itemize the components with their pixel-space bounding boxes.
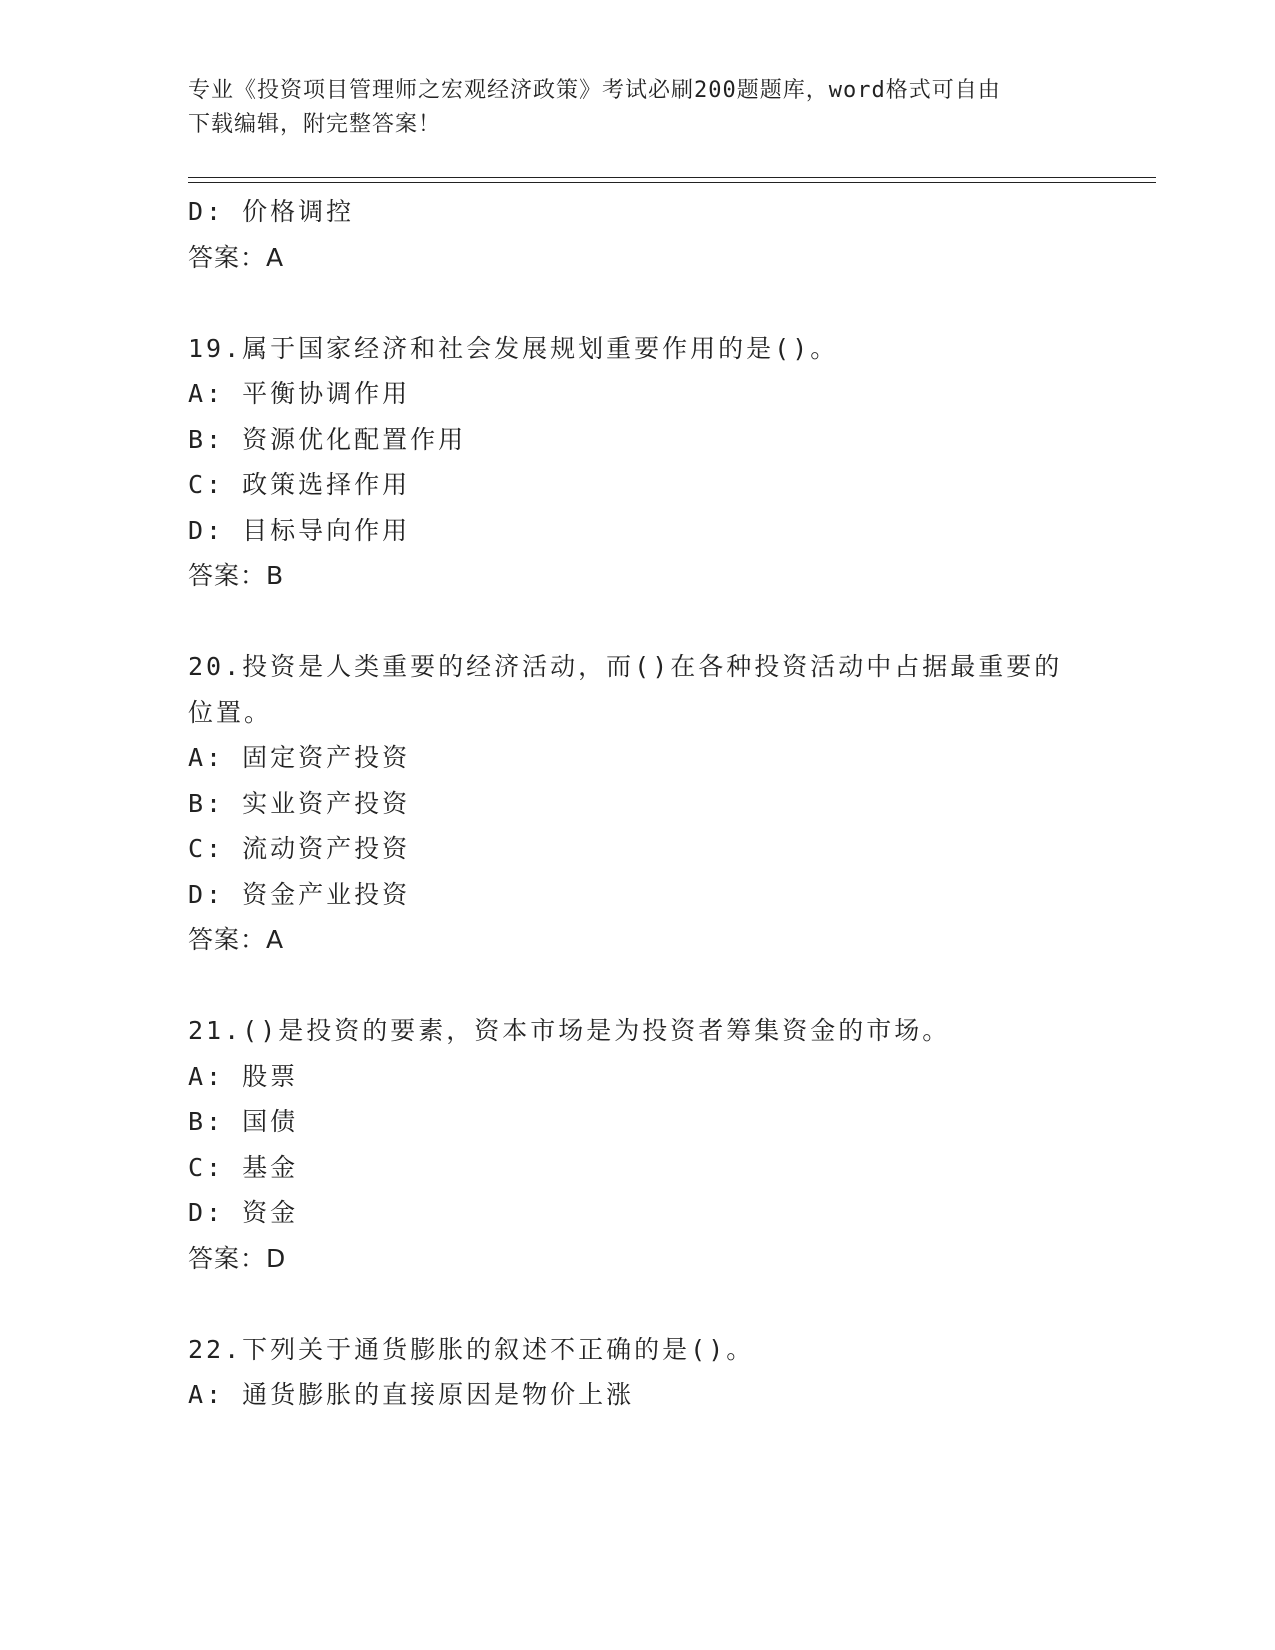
option-c: C: 基金 <box>188 1152 299 1182</box>
answer-line: 答案：B <box>188 561 285 590</box>
option-a: A: 股票 <box>188 1061 299 1091</box>
option-b: B: 国债 <box>188 1107 299 1136</box>
answer-line: 答案：A <box>188 925 285 954</box>
document-header <box>188 74 1088 142</box>
answer-line: 答案：A <box>188 242 285 272</box>
header-rule-bottom <box>188 182 1156 183</box>
option-d: D: 目标导向作用 <box>188 515 411 545</box>
question-list <box>188 189 1088 1418</box>
question-19 <box>188 326 1088 599</box>
option-b: B: 实业资产投资 <box>188 788 411 818</box>
header-rule-top <box>188 177 1156 178</box>
question-20 <box>188 644 1088 963</box>
option-d: D: 资金产业投资 <box>188 879 411 909</box>
spacer <box>188 1281 1088 1327</box>
option-a: A: 通货膨胀的直接原因是物价上涨 <box>188 1380 635 1409</box>
question-stem-line-1: 20.投资是人类重要的经济活动，而()在各种投资活动中占据最重要的 <box>188 652 1063 681</box>
spacer <box>188 599 1088 645</box>
header-line-2: 下载编辑，附完整答案！ <box>188 112 442 137</box>
option-d: D: 价格调控 <box>188 197 355 226</box>
question-stem: 22.下列关于通货膨胀的叙述不正确的是()。 <box>188 1334 755 1364</box>
question-22 <box>188 1327 1088 1418</box>
option-a: A: 固定资产投资 <box>188 743 411 772</box>
option-a: A: 平衡协调作用 <box>188 379 411 408</box>
header-line-1: 专业《投资项目管理师之宏观经济政策》考试必刷200题题库，word格式可自由 <box>188 78 1001 103</box>
option-d: D: 资金 <box>188 1198 299 1227</box>
spacer <box>188 280 1088 326</box>
answer-line: 答案：D <box>188 1243 287 1273</box>
question-stem: 19.属于国家经济和社会发展规划重要作用的是()。 <box>188 333 839 363</box>
option-c: C: 流动资产投资 <box>188 834 411 863</box>
option-b: B: 资源优化配置作用 <box>188 424 467 454</box>
question-stem-line-2: 位置。 <box>188 697 273 727</box>
option-c: C: 政策选择作用 <box>188 470 411 499</box>
question-21 <box>188 1008 1088 1281</box>
question-stem: 21.()是投资的要素，资本市场是为投资者筹集资金的市场。 <box>188 1016 951 1045</box>
spacer <box>188 963 1088 1009</box>
previous-question-tail <box>188 189 1088 280</box>
